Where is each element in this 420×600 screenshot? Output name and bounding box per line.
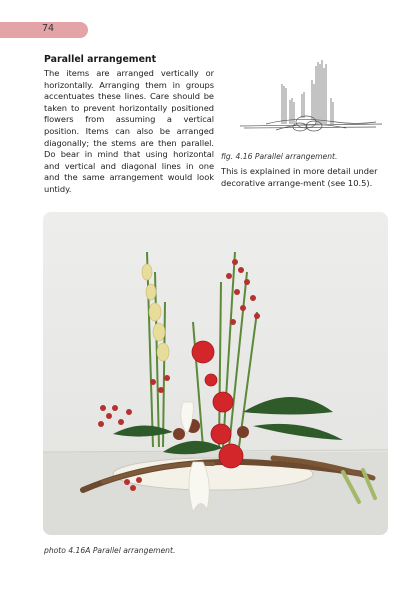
arrangement-photo bbox=[43, 212, 388, 535]
section-body: The items are arranged vertically or horizontally. Arranging them in groups accentuates these lines. Care should be taken to prevent horizontally positioned flowers from assuming a vertical position. Items can also be arranged diagonally; the stems are then parallel. Do bear in mind that using horizontal and vertical and diagonal lines in one and the same arrangement would look untidy. bbox=[44, 68, 214, 194]
parallel-arrangement-sketch bbox=[236, 58, 386, 138]
page-number: 74 bbox=[42, 23, 55, 34]
text-column bbox=[44, 54, 214, 196]
flower-arrangement-illustration bbox=[43, 212, 388, 535]
section-heading: Parallel arrangement bbox=[44, 54, 157, 65]
figure-caption: fig. 4.16 Parallel arrangement. bbox=[221, 152, 338, 161]
photo-caption: photo 4.16A Parallel arrangement. bbox=[44, 546, 176, 555]
note-text: This is explained in more detail under decorative arrange-ment (see 10.5). bbox=[221, 166, 378, 188]
page-number-tab bbox=[0, 22, 88, 38]
